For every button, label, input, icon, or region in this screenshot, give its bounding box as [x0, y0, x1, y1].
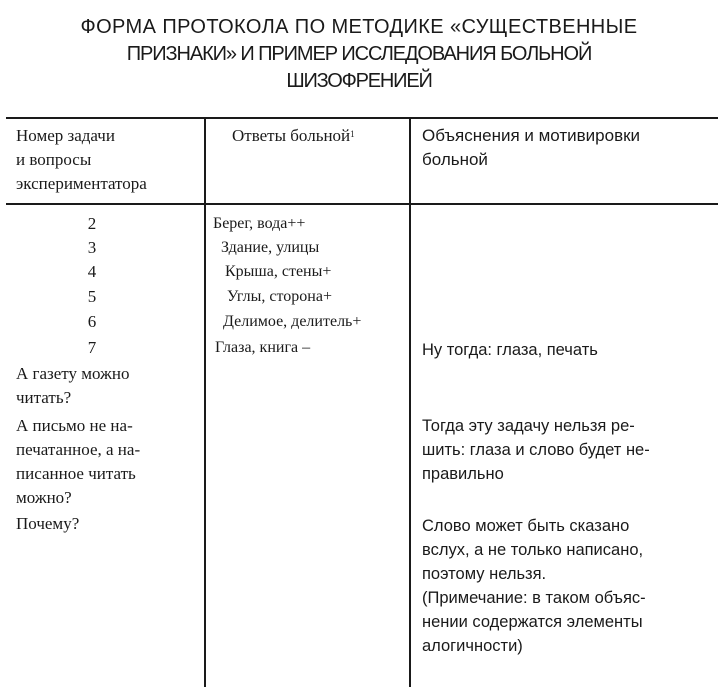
title-line-1: ФОРМА ПРОТОКОЛА ПО МЕТОДИКЕ «СУЩЕСТВЕННЫЕ: [80, 16, 638, 38]
header-explanations-line: Объяснения и мотивировки: [422, 126, 641, 145]
question-line: Почему?: [16, 514, 80, 533]
question-line: А газету можно: [16, 364, 130, 383]
answer-5: Углы, сторона+: [227, 288, 332, 305]
question-why: [16, 512, 79, 536]
task-number-7: 7: [87, 338, 97, 357]
explanation-unsolvable: [422, 414, 650, 486]
column-divider-2: [409, 117, 411, 687]
header-patient-answers-text: Ответы больной: [232, 126, 351, 145]
question-newspaper: [16, 362, 129, 410]
explanation-line: Слово может быть сказано: [422, 517, 630, 535]
explanation-spoken-word: [422, 514, 646, 658]
explanation-line: Тогда эту задачу нельзя ре-: [422, 417, 635, 435]
document-title: [0, 14, 718, 95]
explanation-line: поэтому нельзя.: [422, 565, 547, 583]
task-number-5: 5: [87, 287, 97, 306]
task-number-2: 2: [87, 214, 97, 233]
answer-3: Здание, улицы: [221, 239, 320, 256]
title-line-3: ШИЗОФРЕНИЕЙ: [286, 70, 432, 92]
table-top-rule: [6, 117, 718, 119]
task-number-4: 4: [87, 262, 97, 281]
explanation-line: шить: глаза и слово будет не-: [422, 441, 650, 459]
column-divider-1: [204, 117, 206, 687]
title-line-2: ПРИЗНАКИ» И ПРИМЕР ИССЛЕДОВАНИЯ БОЛЬНОЙ: [126, 43, 592, 65]
answer-4: Крыша, стены+: [225, 263, 332, 280]
header-explanations-line: больной: [422, 150, 488, 169]
answer-6: Делимое, делитель+: [223, 313, 362, 330]
header-task-number-line: Номер задачи: [16, 126, 115, 145]
header-task-number-line: экспериментатора: [16, 174, 147, 193]
question-line: писанное читать: [16, 464, 136, 483]
question-line: можно?: [16, 488, 72, 507]
explanation-task-7: Ну тогда: глаза, печать: [422, 341, 598, 359]
task-number-6: 6: [87, 312, 97, 331]
header-patient-answers: [232, 124, 355, 148]
footnote-marker: 1: [350, 129, 355, 139]
header-bottom-rule: [6, 203, 718, 205]
explanation-line: правильно: [422, 465, 504, 483]
question-line: читать?: [16, 388, 72, 407]
answer-2: Берег, вода++: [213, 215, 306, 232]
explanation-line: нении содержатся элементы: [422, 613, 643, 631]
header-task-number-line: и вопросы: [16, 150, 92, 169]
question-line: печатанное, а на-: [16, 440, 141, 459]
answer-7: Глаза, книга –: [215, 339, 311, 356]
question-line: А письмо не на-: [16, 416, 133, 435]
header-explanations: [422, 124, 640, 172]
explanation-line: алогичности): [422, 637, 523, 655]
question-letter: [16, 414, 140, 510]
explanation-line: (Примечание: в таком объяс-: [422, 589, 646, 607]
task-number-3: 3: [87, 238, 97, 257]
explanation-line: вслух, а не только написано,: [422, 541, 644, 559]
header-task-number: [16, 124, 147, 196]
